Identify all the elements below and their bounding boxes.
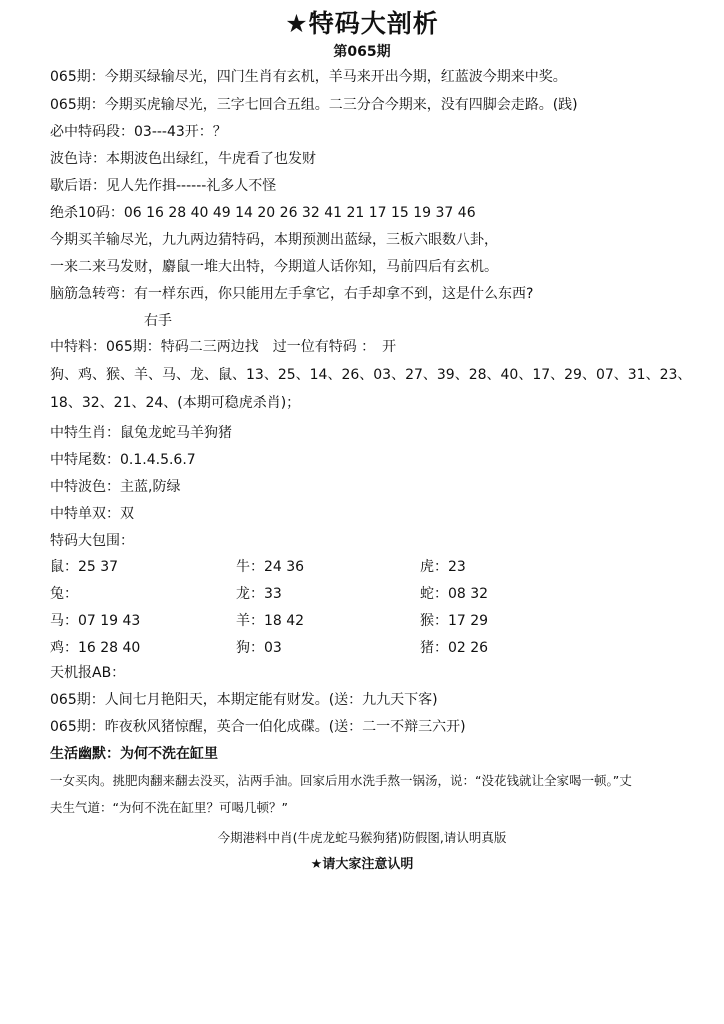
special-numbers-line: 18、32、21、24、(本期可稳虎杀肖)； <box>50 395 301 411</box>
footer-note: 今期港料中肖(牛虎龙蛇马猴狗猪)防假图,请认明真版 <box>217 830 507 845</box>
riddle-line: 脑筋急转弯：有一样东西，你只能用左手拿它，右手却拿不到，这是什么东西? <box>50 286 534 302</box>
number-range-line: 必中特码段：03---43开：？ <box>50 124 227 140</box>
footer-notice: ★请大家注意认明 <box>310 857 414 872</box>
humor-text: 一女买肉。挑肥肉翻来翻去没买，沾两手油。回家后用水洗手熬一锅汤，说：“没花钱就让全家喝一顿。”丈 <box>50 773 632 788</box>
grid-cell: 虎：23 <box>420 559 466 575</box>
issue-number: 第065期 <box>333 44 391 60</box>
grid-cell: 龙：33 <box>236 586 282 602</box>
grid-cell: 狗：03 <box>236 640 282 656</box>
proverb-line: 歇后语：见人先作揖------礼多人不怪 <box>50 178 277 194</box>
grid-cell: 马：07 19 43 <box>50 613 141 629</box>
excluded-numbers-line: 绝杀10码：06 16 28 40 49 14 20 26 32 41 21 17 15 19 37 46 <box>50 205 476 221</box>
grid-cell: 鼠：25 37 <box>50 559 119 575</box>
poem-line: 今期买羊输尽光，九九两边猜特码，本期预测出蓝绿，三板六眼数八卦， <box>50 232 498 248</box>
odd-even-line: 中特单双：双 <box>50 506 134 522</box>
humor-text: 夫生气道：“为何不洗在缸里？可喝几顿？” <box>50 800 288 815</box>
humor-heading: 生活幽默：为何不洗在缸里 <box>50 746 218 762</box>
prediction-line: 065期：今期买虎输尽光，三字七回合五组。二三分合今期来，没有四脚会走路。(践) <box>50 97 578 113</box>
grid-heading: 特码大包围： <box>50 533 134 549</box>
tail-digits-line: 中特尾数：0.1.4.5.6.7 <box>50 452 196 468</box>
riddle-answer: 右手 <box>144 313 172 329</box>
grid-cell: 牛：24 36 <box>236 559 305 575</box>
zodiac-line: 中特生肖：鼠兔龙蛇马羊狗猪 <box>50 425 232 441</box>
grid-cell: 蛇：08 32 <box>420 586 489 602</box>
special-material-line: 中特料：065期：特码二三两边找 过一位有特码 ： 开 <box>50 339 397 355</box>
grid-cell: 猪：02 26 <box>420 640 489 656</box>
page-title: ★特码大剖析 <box>285 9 439 38</box>
prediction-line: 065期：今期买绿输尽光，四门生肖有玄机，羊马来开出今期，红蓝波今期来中奖。 <box>50 69 567 85</box>
grid-cell: 羊：18 42 <box>236 613 305 629</box>
special-numbers-line: 狗、鸡、猴、羊、马、龙、鼠、13、25、14、26、03、27、39、28、40、17、29、07、31、23、 <box>50 367 692 383</box>
grid-cell: 鸡：16 28 40 <box>50 640 141 656</box>
color-poem-line: 波色诗：本期波色出绿红，牛虎看了也发财 <box>50 151 316 167</box>
wave-color-line: 中特波色：主蓝,防绿 <box>50 479 181 495</box>
oracle-line: 065期：昨夜秋风猪惊醒，英合一伯化成碟。(送：二一不辩三六开) <box>50 719 466 735</box>
poem-line: 一来二来马发财，麝鼠一堆大出特，今期道人话你知，马前四后有玄机。 <box>50 259 498 275</box>
grid-cell: 兔： <box>50 586 78 602</box>
oracle-line: 065期：人间七月艳阳天，本期定能有财发。(送：九九天下客) <box>50 692 438 708</box>
oracle-heading: 天机报AB： <box>50 665 126 681</box>
grid-cell: 猴：17 29 <box>420 613 489 629</box>
